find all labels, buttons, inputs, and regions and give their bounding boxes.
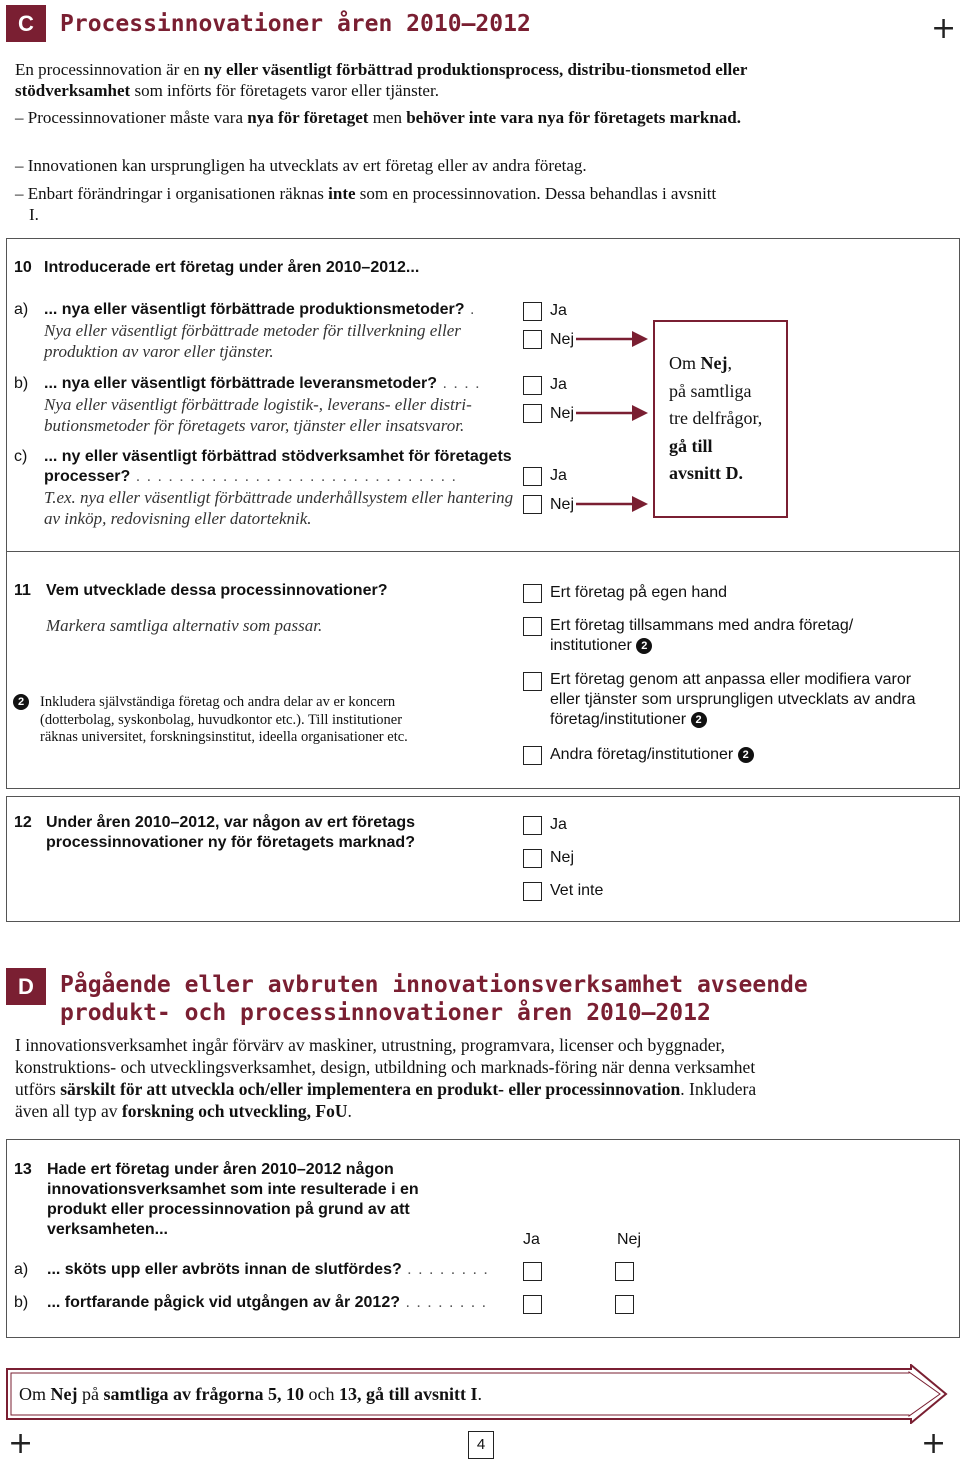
q12-ja-checkbox[interactable] xyxy=(523,816,542,835)
q10-a-title: ... nya eller väsentligt förbättrade produktionsmetoder? . xyxy=(44,301,476,318)
arrow-right-icon xyxy=(576,329,650,349)
q10-a-ja-label: Ja xyxy=(550,302,567,319)
q11-number: 11 xyxy=(14,582,31,599)
section-d-intro: I innovationsverksamhet ingår förvärv av maskiner, utrustning, programvara, licenser och byggnader, konstruktions- och utvecklingsverksamhet, design, utbildning och marknads-föring när denna verksamhet utförs särskilt för att utveckla och/eller implementera en produkt- eller processinnovation. Inkludera även all typ av forskning och utveckling, FoU. xyxy=(15,1035,757,1121)
q10-b-nej-checkbox[interactable] xyxy=(523,404,542,423)
q12-number: 12 xyxy=(14,814,32,831)
q10-a-nej-checkbox[interactable] xyxy=(523,330,542,349)
q12-nej-checkbox[interactable] xyxy=(523,849,542,868)
q10-number: 10 xyxy=(14,259,32,276)
q10-skip-note-text: Om Nej, på samtliga tre delfrågor, gå till avsnitt D. xyxy=(669,353,763,483)
q13-a-ja-checkbox[interactable] xyxy=(523,1262,542,1281)
q10-b-letter: b) xyxy=(14,375,29,392)
registration-mark-bottom-right: + xyxy=(921,1426,947,1461)
q12-vet-inte-label: Vet inte xyxy=(550,882,604,899)
q10-a-letter: a) xyxy=(14,301,29,318)
q13-b-letter: b) xyxy=(14,1294,29,1311)
q13-a-title: ... sköts upp eller avbröts innan de slutfördes? . . . . . . . . xyxy=(47,1261,489,1278)
q13-column-nej: Nej xyxy=(617,1231,642,1248)
section-c-bullet-1: – Processinnovationer måste vara nya för företaget men behöver inte vara nya för företagets marknad. xyxy=(15,108,741,127)
q13-a-letter: a) xyxy=(14,1261,29,1278)
footnote-circle-icon: 2 xyxy=(691,712,707,728)
section-c-intro: En processinnovation är en ny eller väsentligt förbättrad produktionsprocess, distribu-tionsmetod eller stödverksamhet som införts för företagets varor eller tjänster. xyxy=(15,60,748,100)
registration-mark-top-right: + xyxy=(931,11,957,46)
arrow-right-icon xyxy=(576,403,650,423)
q13-b-nej-checkbox[interactable] xyxy=(615,1295,634,1314)
q11-hint: Markera samtliga alternativ som passar. xyxy=(46,616,323,635)
q10-c-ja-checkbox[interactable] xyxy=(523,467,542,486)
q10-b-ja-label: Ja xyxy=(550,376,567,393)
q11-option-3-checkbox[interactable] xyxy=(523,672,542,691)
section-d-badge: D xyxy=(6,968,46,1005)
q11-option-1-label: Ert företag på egen hand xyxy=(550,584,728,601)
section-c-bullet-2: – Innovationen kan ursprungligen ha utvecklats av ert företag eller av andra företag. xyxy=(15,156,587,175)
q13-b-ja-checkbox[interactable] xyxy=(523,1295,542,1314)
q13-column-ja: Ja xyxy=(523,1231,540,1248)
section-c-badge: C xyxy=(6,5,46,42)
registration-mark-bottom-left: + xyxy=(8,1426,34,1461)
q10-c-nej-label: Nej xyxy=(550,496,575,513)
q10-a-ja-checkbox[interactable] xyxy=(523,302,542,321)
q10-b-description: Nya eller väsentligt förbättrade logistik-, leverans- eller distri-butionsmetoder för företagets varor, tjänster eller insatsvaror. xyxy=(44,395,472,435)
q10-b-ja-checkbox[interactable] xyxy=(523,376,542,395)
footnote-circle-icon: 2 xyxy=(738,747,754,763)
section-c-title: Processinnovationer åren 2010–2012 xyxy=(60,11,531,37)
q11-option-1-checkbox[interactable] xyxy=(523,584,542,603)
q10-c-ja-label: Ja xyxy=(550,467,567,484)
footnote-circle-icon: 2 xyxy=(13,694,29,710)
q11-option-3-label: Ert företag genom att anpassa eller modifiera varor eller tjänster som ursprungligen utvecklats av andra företag/institutioner 2 xyxy=(550,671,916,728)
q12-vet-inte-checkbox[interactable] xyxy=(523,882,542,901)
q10-c-nej-checkbox[interactable] xyxy=(523,495,542,514)
q13-b-title: ... fortfarande pågick vid utgången av år 2012? . . . . . . . . xyxy=(47,1294,488,1311)
q12-nej-label: Nej xyxy=(550,849,575,866)
q11-footnote: Inkludera självständiga företag och andra delar av er koncern (dotterbolag, syskonbolag, huvudkontor etc.). Till institutioner räknas universitet, forskningsinstitut, ideella organisationer etc. xyxy=(40,694,408,745)
q10-title: Introducerade ert företag under åren 2010–2012... xyxy=(44,259,420,276)
q11-option-4-checkbox[interactable] xyxy=(523,746,542,765)
q10-c-description: T.ex. nya eller väsentligt förbättrade underhållsystem eller hantering av inköp, redovisning eller datorteknik. xyxy=(44,488,514,528)
q11-option-4-label: Andra företag/institutioner 2 xyxy=(550,745,754,765)
q10-b-nej-label: Nej xyxy=(550,405,575,422)
q11-title: Vem utvecklade dessa processinnovationer? xyxy=(46,582,388,599)
section-d-title: Pågående eller avbruten innovationsverksamhet avseende produkt- och processinnovationer åren 2010–2012 xyxy=(60,972,808,1026)
q11-option-2-label: Ert företag tillsammans med andra företag/ institutioner 2 xyxy=(550,617,854,654)
q10-a-nej-label: Nej xyxy=(550,331,575,348)
q13-a-nej-checkbox[interactable] xyxy=(615,1262,634,1281)
skip-instruction-text: Om Nej på samtliga av frågorna 5, 10 och 13, gå till avsnitt I. xyxy=(19,1384,482,1404)
q12-title: Under åren 2010–2012, var någon av ert företags processinnovationer ny för företagets marknad? xyxy=(46,814,416,851)
arrow-right-icon xyxy=(576,494,650,514)
page-number: 4 xyxy=(468,1431,494,1459)
q12-ja-label: Ja xyxy=(550,816,567,833)
q10-b-title: ... nya eller väsentligt förbättrade leveransmetoder? . . . . xyxy=(44,375,481,392)
q10-c-letter: c) xyxy=(14,448,28,465)
q13-number: 13 xyxy=(14,1161,32,1178)
q10-c-title: ... ny eller väsentligt förbättrad stödverksamhet för företagets processer? . . . . . . . . . . . . . . . . . . . . . . . . . . . . . . xyxy=(44,448,512,485)
q11-option-2-checkbox[interactable] xyxy=(523,617,542,636)
section-c-bullet-3: – Enbart förändringar i organisationen räknas inte som en processinnovation. Dessa behandlas i avsnitt I. xyxy=(15,184,717,224)
q10-a-description: Nya eller väsentligt förbättrade metoder för tillverkning eller produktion av varor eller tjänster. xyxy=(44,321,461,361)
footnote-circle-icon: 2 xyxy=(636,638,652,654)
q13-title: Hade ert företag under åren 2010–2012 någon innovationsverksamhet som inte resulterade i en produkt eller processinnovation på grund av att verksamheten... xyxy=(47,1161,419,1238)
